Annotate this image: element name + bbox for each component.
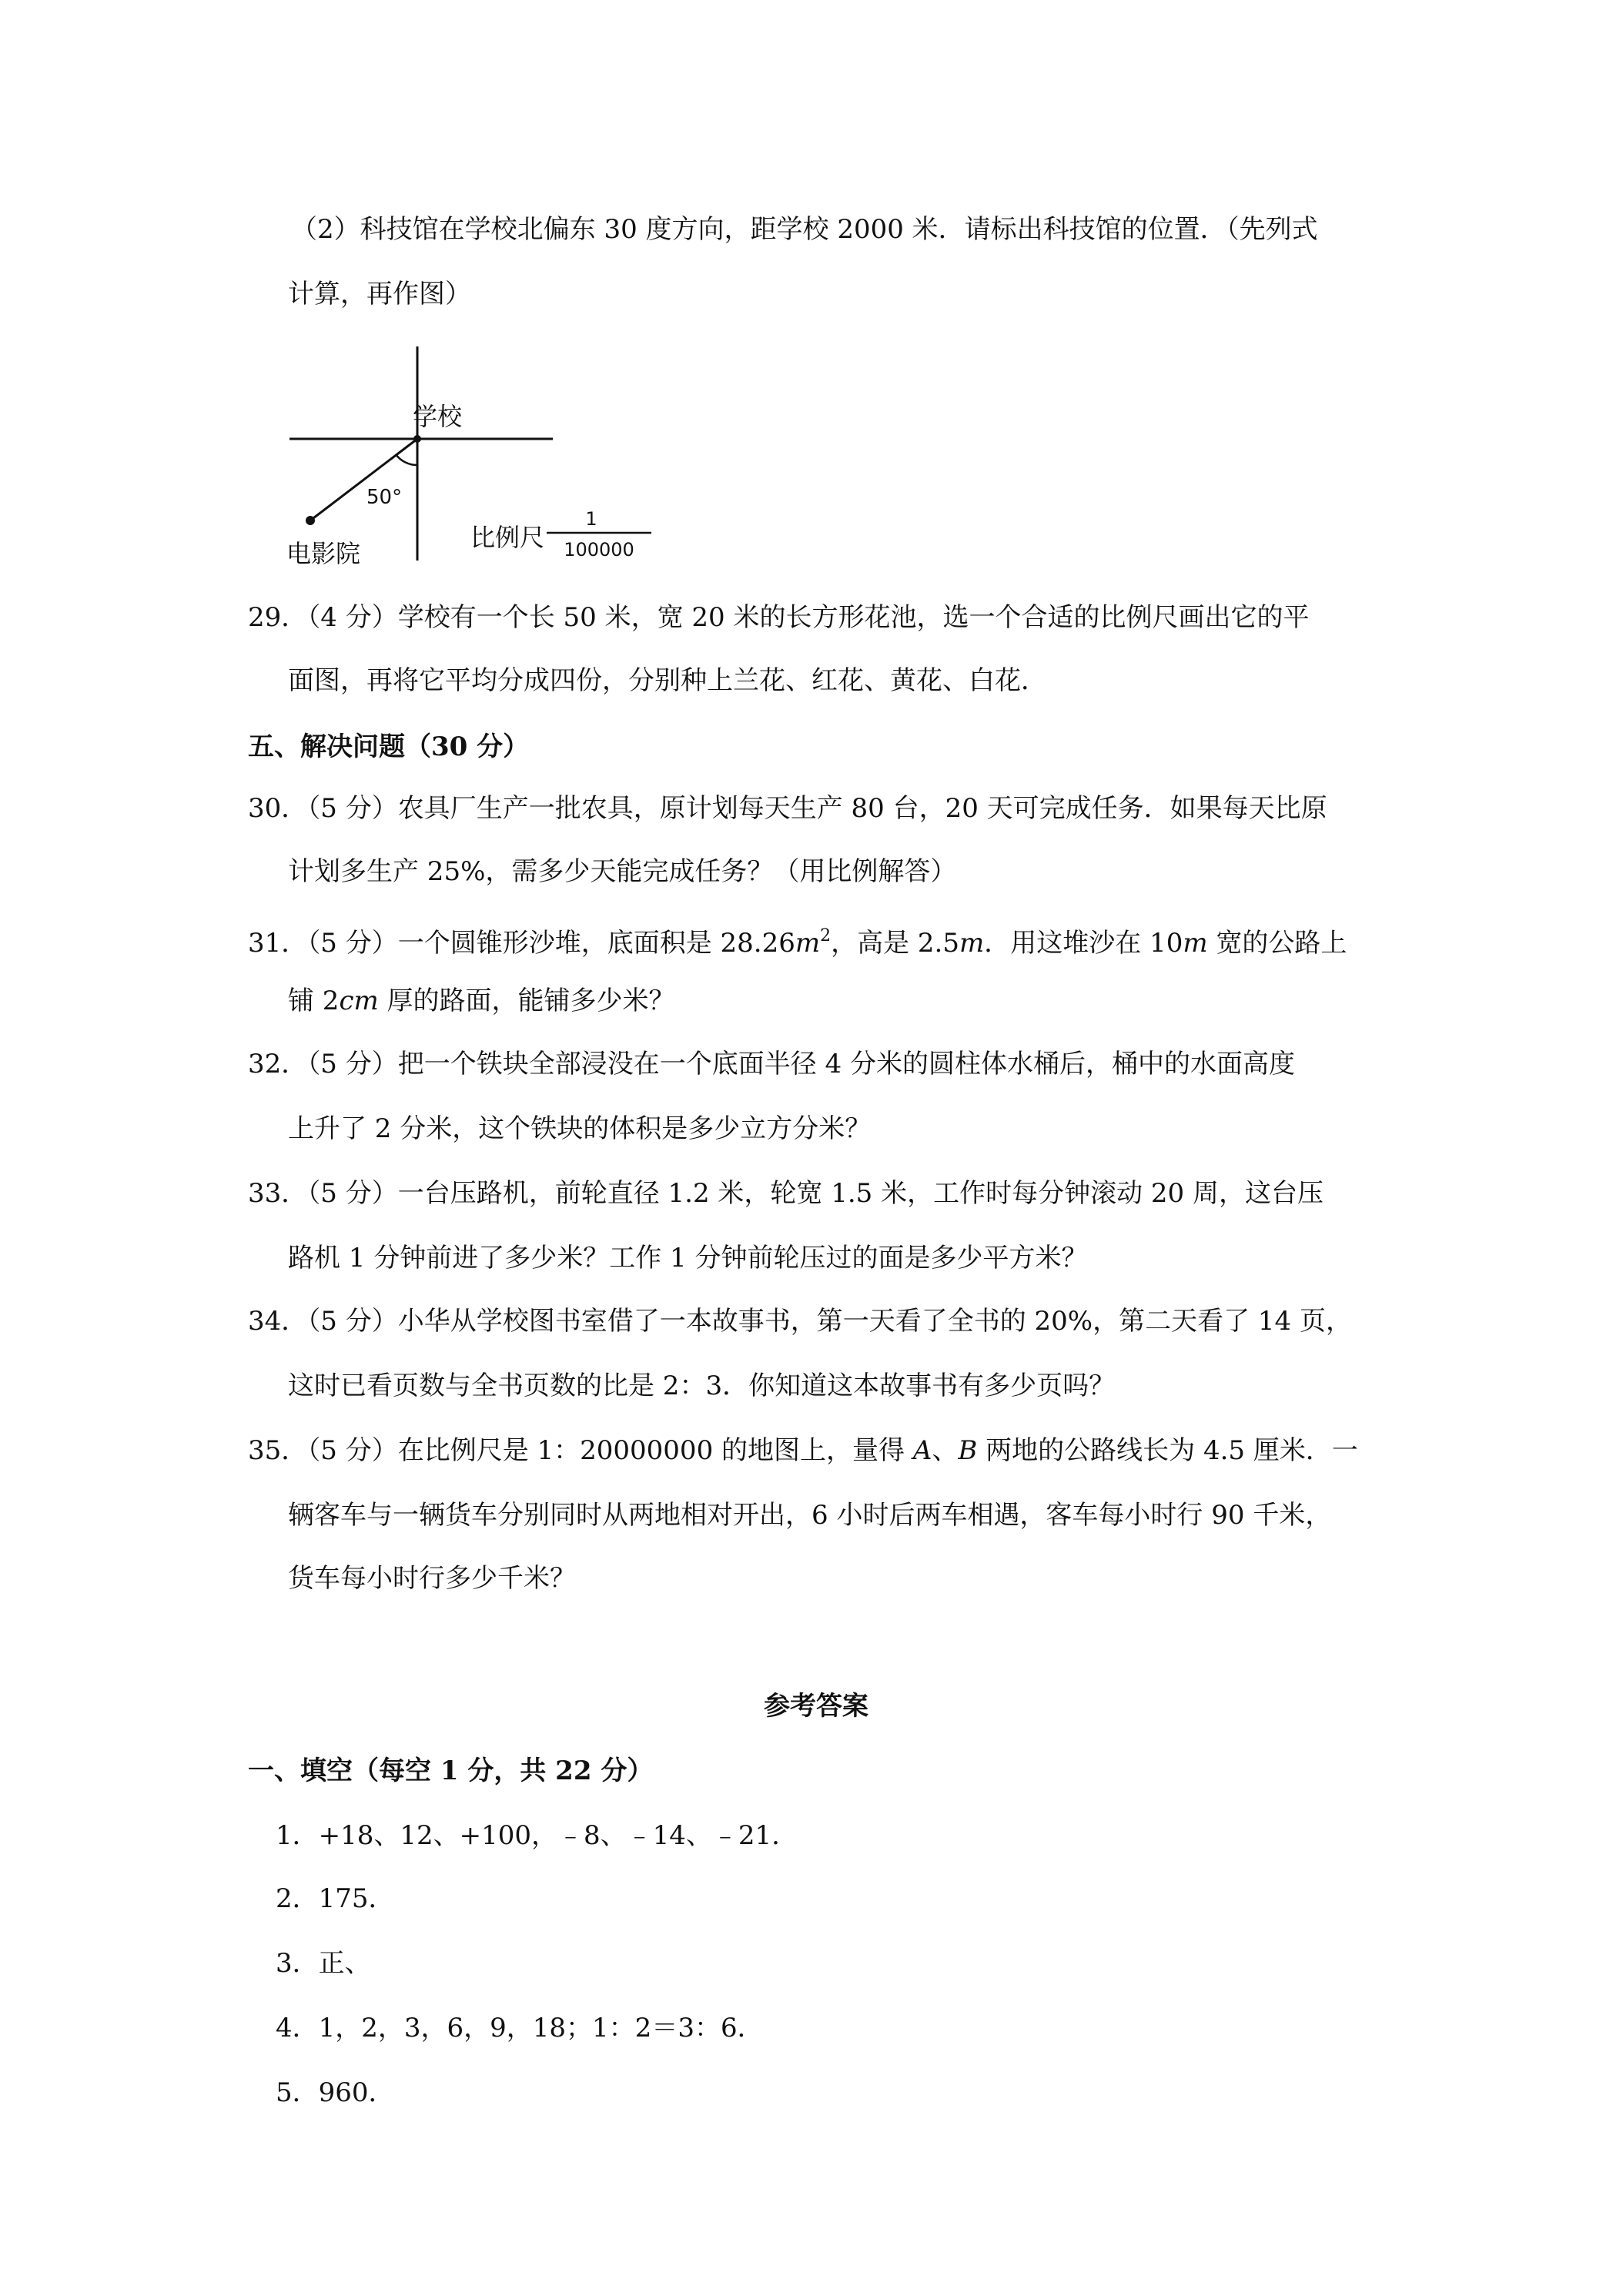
q35-line1: 35．（5 分）在比例尺是 1：20000000 的地图上，量得 A、B 两地的公路线长为 4.5 厘米．一 — [248, 1435, 1358, 1466]
section-5-title: 五、解决问题（30 分） — [248, 731, 530, 762]
unit-m: m — [959, 928, 985, 959]
q32-line2: 上升了 2 分米，这个铁块的体积是多少立方分米？ — [288, 1113, 872, 1144]
answer-item: 5．960． — [276, 2077, 395, 2108]
answer-item: 3．正、 — [276, 1948, 371, 1979]
answers-section-1-title: 一、填空（每空 1 分，共 22 分） — [248, 1755, 654, 1786]
q29-line1: 29．（4 分）学校有一个长 50 米，宽 20 米的长方形花池，选一个合适的比例尺画出它的平 — [248, 602, 1310, 633]
q31-line2: 铺 2cm 厚的路面，能铺多少米？ — [288, 986, 675, 1016]
q35-line2: 辆客车与一辆货车分别同时从两地相对开出，6 小时后两车相遇，客车每小时行 90 千米， — [288, 1500, 1332, 1531]
q28-part2-line1: （2）科技馆在学校北偏东 30 度方向，距学校 2000 米．请标出科技馆的位置．（先列式 — [291, 214, 1318, 245]
answer-item: 4．1，2，3，6，9，18；1：2＝3：6． — [276, 2013, 764, 2043]
unit-m: m — [1183, 928, 1208, 959]
superscript-2: 2 — [820, 926, 832, 946]
q30-line2: 计划多生产 25%，需多少天能完成任务？（用比例解答） — [288, 856, 957, 887]
q34-line2: 这时已看页数与全书页数的比是 2：3．你知道这本故事书有多少页吗？ — [288, 1371, 1116, 1401]
q31-line1: 31．（5 分）一个圆锥形沙堆，底面积是 $28.26m^2$，高是 2.5m．用这堆沙在 10m 宽的公路上 — [248, 926, 1347, 959]
point-b: B — [958, 1435, 978, 1466]
cinema-label: 电影院 — [286, 539, 361, 568]
school-label: 学校 — [413, 402, 463, 431]
q28-part2-line2: 计算，再作图） — [288, 279, 471, 310]
scale-label: 比例尺 — [470, 523, 545, 552]
scale-numerator: 1 — [585, 508, 597, 530]
angle-label: 50° — [366, 486, 403, 509]
school-point — [413, 435, 421, 443]
q33-line1: 33．（5 分）一台压路机，前轮直径 1.2 米，轮宽 1.5 米，工作时每分钟滚动 20 周，这台压 — [248, 1178, 1323, 1209]
q35-line3: 货车每小时行多少千米？ — [288, 1563, 576, 1594]
q29-line2: 面图，再将它平均分成四份，分别种上兰花、红花、黄花、白花． — [288, 665, 1047, 696]
cinema-point — [306, 516, 315, 525]
scale-denominator: 100000 — [564, 539, 634, 561]
q32-line1: 32．（5 分）把一个铁块全部浸没在一个底面半径 4 分米的圆柱体水桶后，桶中的水面高度 — [248, 1049, 1295, 1079]
answers-title: 参考答案 — [764, 1691, 868, 1722]
unit-m: m — [795, 928, 821, 959]
answer-item: 1．+18、12、+100，﹣8、﹣14、﹣21． — [276, 1820, 798, 1851]
direction-diagram — [277, 339, 678, 570]
answer-item: 2．175． — [276, 1883, 395, 1914]
unit-cm: cm — [339, 986, 379, 1016]
angle-arc — [396, 454, 417, 465]
q30-line1: 30．（5 分）农具厂生产一批农具，原计划每天生产 80 台，20 天可完成任务．如果每天比原 — [248, 793, 1327, 824]
q33-line2: 路机 1 分钟前进了多少米？工作 1 分钟前轮压过的面是多少平方米？ — [288, 1243, 1088, 1274]
q34-line1: 34．（5 分）小华从学校图书室借了一本故事书，第一天看了全书的 20%，第二天看了 14 页， — [248, 1306, 1352, 1337]
point-a: A — [912, 1435, 932, 1466]
